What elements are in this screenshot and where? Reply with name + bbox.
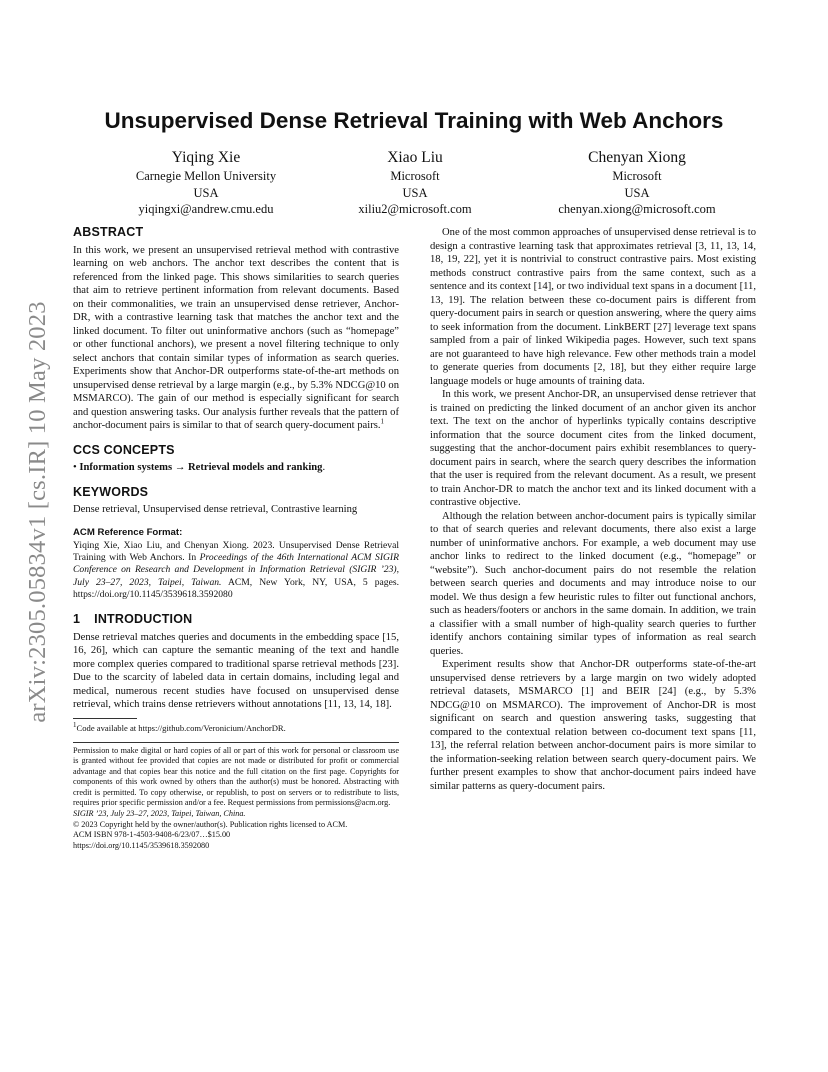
author-name: Xiao Liu <box>387 149 443 166</box>
acm-reference-text <box>73 540 399 601</box>
ccs-heading: CCS CONCEPTS <box>73 442 175 457</box>
author-country: USA <box>624 185 650 200</box>
ccs-arrow: → <box>174 462 186 473</box>
author-email[interactable]: chenyan.xiong@microsoft.com <box>558 202 716 216</box>
footnote-text: Code available at https://github.com/Veronicium/AnchorDR. <box>76 722 286 733</box>
permission-block <box>73 746 399 852</box>
author-affiliation: Carnegie Mellon University <box>135 169 277 183</box>
left-column <box>73 226 399 851</box>
intro-paragraph-3: In this work, we present Anchor-DR, an unsupervised dense retriever that is trained on predicting the linked document of an anchor given its anchor text. The text on the anchor of hyperlinks typically contains descriptive information that the source document cites from the linked document, suggesting that the anchor-document pairs exhibit resemblances to query-document pairs in search, where the search query describes the information that the user is required from the relevant document. As a result, we present to train Anchor-DR to match the anchor text and its linked document with a contrastive objective. <box>430 389 756 508</box>
permission-copyright: © 2023 Copyright held by the owner/author(s). Publication rights licensed to ACM. <box>73 819 348 829</box>
permission-isbn: ACM ISBN 978-1-4503-9408-6/23/07…$15.00 <box>73 830 231 840</box>
ccs-bullet: • <box>73 462 77 473</box>
intro-paragraph-4: Although the relation between anchor-document pairs is typically similar to that of search queries and relevant documents, there also exist a large number of uninformative anchors. For example, a web document may use anchor links to redirect to the linked document (e.g., “homepage” or “website”). Such anchor-document pairs do not resemble the relation between search queries and documents and may introduce noise to our model. We thus design a few heuristic rules to filter out functional anchors, such as headers/footers or anchors in the same domain. In addition, we train a classifier with a small number of high-quality search queries to further identify anchors containing similar types of information as real search queries. <box>430 510 756 657</box>
keywords-heading: KEYWORDS <box>73 484 149 499</box>
acm-reference-heading: ACM Reference Format: <box>73 526 183 538</box>
footnote-number: 1 <box>73 720 77 729</box>
intro-paragraph-1: Dense retrieval matches queries and documents in the embedding space [15, 16, 26], which can capture the semantic meaning of the text and handle more complex queries compared to traditional sparse retrieval methods [23]. Due to the scarcity of labeled data in certain domains, including legal and medical, numerous recent studies have focused on unsupervised dense retrieval, which trains dense retrievers without annotations [11, 13, 14, 18]. <box>73 631 399 711</box>
ccs-period: . <box>322 462 326 473</box>
author-block <box>522 148 752 218</box>
ccs-concepts-line <box>73 461 399 475</box>
intro-paragraph-5: Experiment results show that Anchor-DR outperforms state-of-the-art unsupervised dense retrievers by a large margin on two widely adopted retrieval datasets, MSMARCO [1] and BEIR [24] (e.g., by 5.3% NDCG@10 on MSMARCO). The improvement of Anchor-DR is most significant on search and question answering tasks, suggesting that compared to the contextual relation between co-document text spans [11, 13], the referral relation between anchor-document pairs is more similar to the information-seeking relation between search query-document pairs. We further present examples to show that anchor-document pairs indeed have similar patterns as query-document pairs. <box>430 659 756 792</box>
acm-reference-venue: Proceedings of the 46th International ACM SIGIR Conference on Research and Development in Information Retrieval (SIGIR ’23), July 23–27, 2023, Taipei, Taiwan. <box>73 552 399 588</box>
author-block <box>300 148 530 218</box>
arxiv-identifier-stamp: arXiv:2305.05834v1 [cs.IR] 10 May 2023 <box>24 301 51 723</box>
intro-paragraph-2: One of the most common approaches of unsupervised dense retrieval is to design a contrastive learning task that approximates retrieval [3, 11, 13, 14, 18, 19, 22], yet it is nontrivial to construct contrastive pairs. Most existing methods construct contrastive pairs from the same context, such as a sentence and its context [14], or two individual text spans in a document [11, 13, 19]. The relation between these co-document pairs is different from query-document pairs in search or question answering, where the query aims to seek information from the document. LinkBERT [27] leverage text spans sampled from a pair of linked Wikipedia pages. However, such text spans are not guaranteed to have high relevance. Few other methods train a model to generate queries from documents [2, 18], but they either require large language models or huge amounts of training data. <box>430 227 756 387</box>
keywords-text: Dense retrieval, Unsupervised dense retrieval, Contrastive learning <box>73 504 358 515</box>
intro-heading <box>73 613 399 627</box>
acm-reference-part1: Yiqing Xie, Xiao Liu, and Chenyan Xiong. 2023. Unsupervised Dense Retrieval Training with Web Anchors. In <box>73 540 399 564</box>
footnote-marker: 1 <box>380 417 384 426</box>
author-name: Chenyan Xiong <box>588 149 686 166</box>
permission-doi[interactable]: https://doi.org/10.1145/3539618.3592080 <box>73 840 210 850</box>
right-column <box>430 226 756 793</box>
footnote-divider <box>73 718 137 719</box>
abstract-heading: ABSTRACT <box>73 225 144 239</box>
section-number: 1 <box>73 612 81 627</box>
abstract-text <box>73 244 399 433</box>
ccs-subconcept: Retrieval models and ranking <box>187 462 323 473</box>
ccs-concept: Information systems <box>79 462 173 473</box>
author-country: USA <box>402 185 428 200</box>
author-email[interactable]: yiqingxi@andrew.cmu.edu <box>138 202 274 216</box>
author-affiliation: Microsoft <box>390 169 440 183</box>
footnote <box>73 720 399 734</box>
paper-title: Unsupervised Dense Retrieval Training with Web Anchors <box>104 108 724 133</box>
permission-text: Permission to make digital or hard copies of all or part of this work for personal or classroom use is granted without fee provided that copies are not made or distributed for profit or commercial advantage and that copies bear this notice and the full citation on the first page. Copyrights for components of this work owned by others than the author(s) must be honored. Abstracting with credit is permitted. To copy otherwise, or republish, to post on servers or to redistribute to lists, requires prior specific permission and/or a fee. Request permissions from permissions@acm.org. <box>73 745 399 808</box>
permission-divider <box>73 742 399 743</box>
author-email[interactable]: xiliu2@microsoft.com <box>358 202 472 216</box>
abstract-body: In this work, we present an unsupervised retrieval method with contrastive learning on web anchors. The anchor text describes the content that is referenced from the linked page. This shows similarities to search queries that aim to retrieve pertinent information from relevant documents. Based on their commonalities, we train an unsupervised dense retriever, Anchor-DR, with a contrastive learning task that matches the anchor text and the linked document. To filter out uninformative anchors (such as “homepage” or other functional anchors), we present a novel filtering technique to only select anchors that contain similar types of information as search queries. Experiments show that Anchor-DR outperforms state-of-the-art methods on unsupervised dense retrieval by a large margin (e.g., by 5.3% NDCG@10 on MSMARCO). The gain of our method is especially significant for search and question answering tasks. Our analysis further reveals that the pattern of anchor-document pairs is similar to that of search query-document pairs. <box>73 244 399 431</box>
author-affiliation: Microsoft <box>612 169 662 183</box>
section-title: INTRODUCTION <box>94 612 193 627</box>
author-block <box>91 148 321 218</box>
permission-venue: SIGIR ’23, July 23–27, 2023, Taipei, Taiwan, China. <box>73 809 246 819</box>
author-country: USA <box>193 185 219 200</box>
acm-reference-part2: ACM, New York, NY, USA, 5 pages. https://doi.org/10.1145/3539618.3592080 <box>73 576 399 600</box>
author-name: Yiqing Xie <box>171 149 241 166</box>
